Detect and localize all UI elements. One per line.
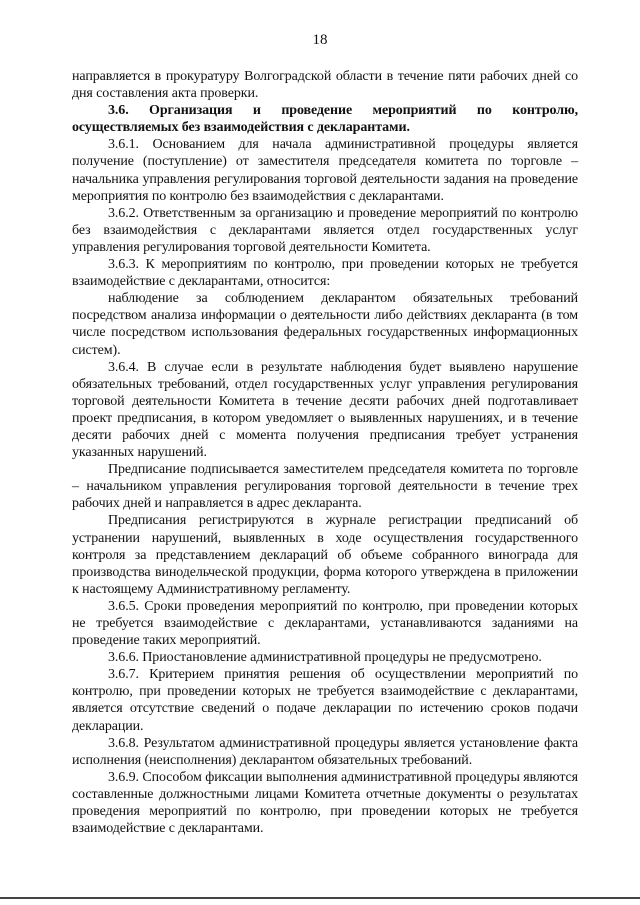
paragraph-3-6-5: 3.6.5. Сроки проведения мероприятий по контролю, при проведении которых не требуется взаимодействие с декларантами, устанавливаются заданиями на проведение таких мероприятий. bbox=[72, 598, 578, 649]
paragraph-prescription-signing: Предписание подписывается заместителем председателя комитета по торговле – начальником управления регулирования торговой деятельности в течение трех рабочих дней и направляется в адрес декларанта. bbox=[72, 462, 578, 512]
paragraph-3-6-4: 3.6.4. В случае если в результате наблюдения будет выявлено нарушение обязательных требований, отдел государственных услуг управления регулирования торговой деятельности Комитета в течение десяти рабочих дней подготавливает проект предписания, в котором уведомляет о выявленных нарушениях, и в течение десяти рабочих дней с момента получения предписания требует устранения указанных нарушений. bbox=[72, 359, 578, 461]
page-number: 18 bbox=[312, 32, 328, 48]
paragraph-3-6-3: 3.6.3. К мероприятиям по контролю, при проведении которых не требуется взаимодействие с декларантами, относится: bbox=[72, 257, 578, 290]
document-body bbox=[72, 68, 578, 837]
paragraph-3-6-1: 3.6.1. Основанием для начала административной процедуры является получение (поступление) от заместителя председателя комитета по торговле – начальника управления регулирования торговой деятельности задания на проведение мероприятия по контролю без взаимодействия с декларантами. bbox=[72, 137, 578, 204]
paragraph-3-6-7: 3.6.7. Критерием принятия решения об осуществлении мероприятий по контролю, при проведении которых не требуется взаимодействие с декларантами, является отсутствие сведений о подаче декларации по истечению сроков подачи декларации. bbox=[72, 667, 578, 734]
paragraph-3-6-8: 3.6.8. Результатом административной процедуры является установление факта исполнения (неисполнения) декларантом обязательных требований. bbox=[72, 735, 578, 768]
paragraph-prescription-registration: Предписания регистрируются в журнале регистрации предписаний об устранении нарушений, выявленных в ходе осуществления государственного контроля за представлением деклараций об объеме собранного винограда для производства винодельческой продукции, форма которого утверждена в приложении к настоящему Административному регламенту. bbox=[72, 513, 578, 597]
paragraph-3-6-6: 3.6.6. Приостановление административной процедуры не предусмотрено. bbox=[108, 650, 542, 666]
paragraph-3-6-2: 3.6.2. Ответственным за организацию и проведение мероприятий по контролю без взаимодействия с декларантами является отдел государственных услуг управления регулирования торговой деятельности Комитета. bbox=[72, 205, 578, 255]
paragraph-3-6-9: 3.6.9. Способом фиксации выполнения административной процедуры являются составленные должностными лицами Комитета отчетные документы о результатах проведения мероприятий по контролю, при проведении которых не требуется взаимодействие с декларантами. bbox=[72, 769, 578, 837]
page-bottom-edge bbox=[0, 897, 640, 899]
paragraph-observation: наблюдение за соблюдением декларантом обязательных требований посредством анализа информации о деятельности либо действиях декларанта (в том числе посредством использования федеральных государственных информационных систем). bbox=[72, 291, 578, 358]
section-heading-3-6: 3.6. Организация и проведение мероприятий по контролю, осуществляемых без взаимодействия с декларантами. bbox=[72, 103, 578, 136]
paragraph-continuation: направляется в прокуратуру Волгоградской области в течение пяти рабочих дней со дня составления акта проверки. bbox=[72, 69, 578, 102]
